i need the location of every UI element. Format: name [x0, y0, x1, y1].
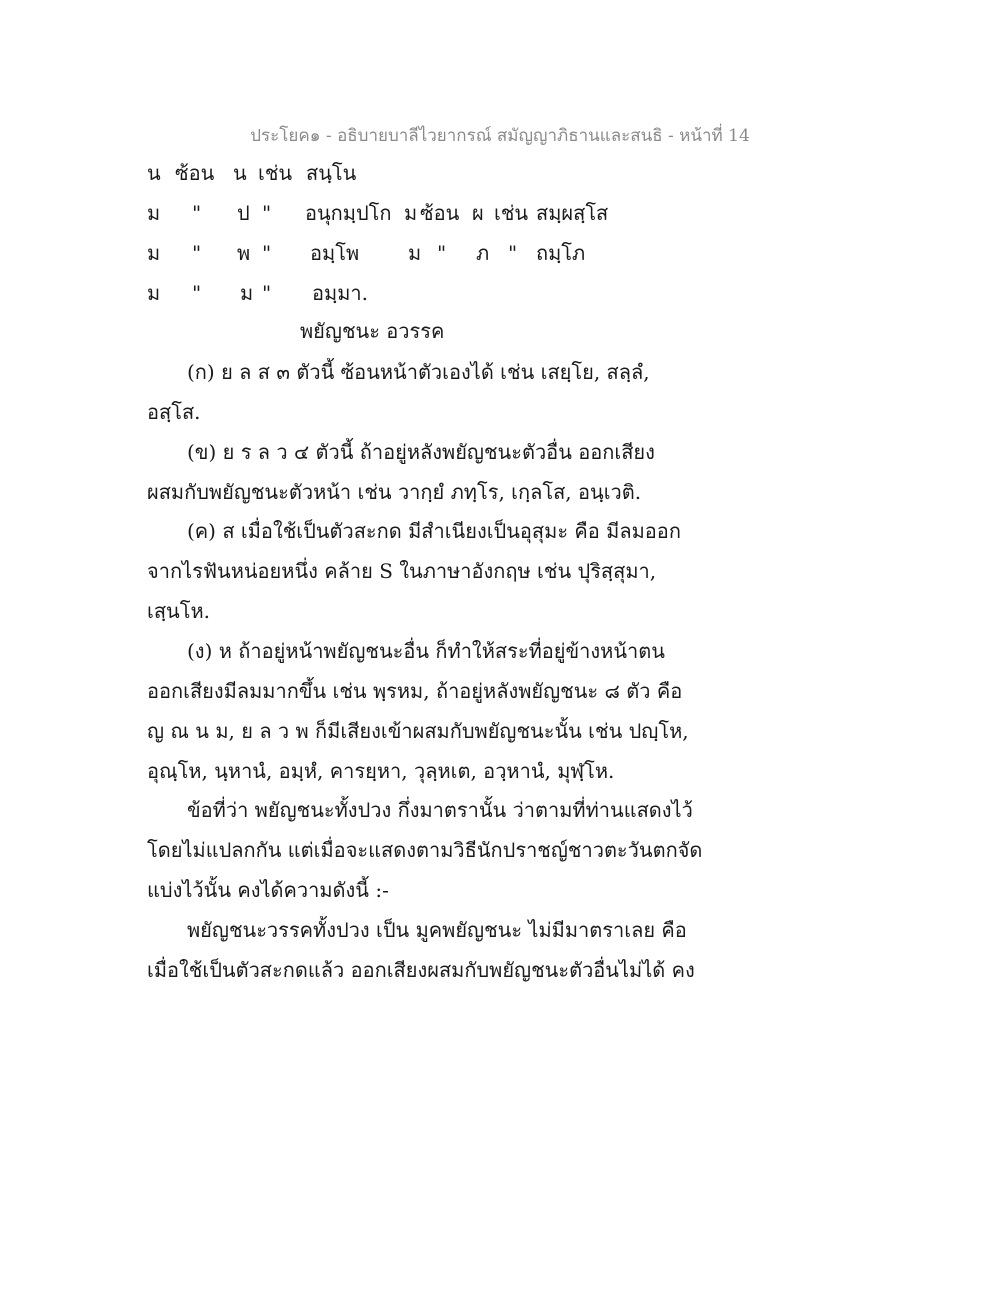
- table-cell: เช่น: [494, 201, 529, 225]
- section-subheading: พยัญชนะ อวรรค: [300, 319, 445, 343]
- table-cell: ": [192, 201, 202, 225]
- paragraph-line: โดยไม่แปลกกัน แต่เมื่อจะแสดงตามวิธีนักปราชญ์ชาวตะวันตกจัด: [147, 838, 703, 862]
- table-cell: อมฺมา.: [312, 281, 368, 305]
- paragraph-line: (ง) ห ถ้าอยู่หน้าพยัญชนะอื่น ก็ทำให้สระที่อยู่ข้างหน้าตน: [187, 639, 665, 663]
- table-cell: ซ้อน: [420, 201, 460, 225]
- paragraph-line: พยัญชนะวรรคทั้งปวง เป็น มูคพยัญชนะ ไม่มีมาตราเลย คือ: [187, 918, 687, 942]
- table-cell: ": [192, 281, 202, 305]
- table-cell: ม: [147, 201, 161, 225]
- table-cell: ": [262, 241, 272, 265]
- table-cell: ม: [147, 281, 161, 305]
- table-cell: อมฺโพ: [310, 241, 360, 265]
- table-cell: สนฺโน: [306, 161, 357, 185]
- paragraph-line: จากไรฟันหน่อยหนึ่ง คล้าย S ในภาษาอังกฤษ เช่น ปุริสฺสุมา,: [147, 559, 657, 583]
- paragraph-line: เมื่อใช้เป็นตัวสะกดแล้ว ออกเสียงผสมกับพยัญชนะตัวอื่นไม่ได้ คง: [147, 958, 695, 982]
- table-cell: ซ้อน: [175, 161, 215, 185]
- table-cell: น: [147, 161, 161, 185]
- paragraph-line: เสฺนโห.: [147, 599, 210, 623]
- table-cell: น: [233, 161, 247, 185]
- paragraph-line: อสฺโส.: [147, 400, 201, 424]
- paragraph-line: (ค) ส เมื่อใช้เป็นตัวสะกด มีสำเนียงเป็นอุสุมะ คือ มีลมออก: [187, 519, 681, 543]
- table-cell: ": [262, 201, 272, 225]
- page-header: ประโยค๑ - อธิบายบาลีไวยากรณ์ สมัญญาภิธานและสนธิ - หน้าที่ 14: [250, 126, 750, 146]
- table-cell: ": [262, 281, 272, 305]
- table-cell: สมฺผสฺโส: [536, 201, 609, 225]
- table-cell: ": [192, 241, 202, 265]
- paragraph-line: ข้อที่ว่า พยัญชนะทั้งปวง กึ่งมาตรานั้น ว่าตามที่ท่านแสดงไว้: [187, 798, 693, 822]
- table-cell: ม: [408, 241, 422, 265]
- table-cell: ภ: [476, 241, 490, 265]
- table-cell: ถมฺโภ: [536, 241, 586, 265]
- paragraph-line: ผสมกับพยัญชนะตัวหน้า เช่น วากฺยํ ภทฺโร, เกฺลโส, อนฺเวติ.: [147, 480, 642, 504]
- paragraph-line: (ก) ย ล ส ๓ ตัวนี้ ซ้อนหน้าตัวเองได้ เช่น เสยฺโย, สลฺลํ,: [187, 360, 650, 384]
- table-cell: ม: [240, 281, 254, 305]
- paragraph-line: (ข) ย ร ล ว ๔ ตัวนี้ ถ้าอยู่หลังพยัญชนะตัวอื่น ออกเสียง: [187, 440, 655, 464]
- table-cell: พ: [237, 241, 251, 265]
- table-cell: ป: [237, 201, 250, 225]
- table-cell: ": [437, 241, 447, 265]
- table-cell: ผ: [472, 201, 484, 225]
- table-cell: ": [508, 241, 518, 265]
- table-cell: อนุกมฺปโก: [305, 201, 392, 225]
- table-cell: เช่น: [258, 161, 293, 185]
- paragraph-line: อุณฺโห, นฺหานํ, อมฺหํ, คารยฺหา, วุลฺหเต, อวฺหานํ, มุฬฺโห.: [147, 759, 615, 783]
- table-cell: ม: [404, 201, 418, 225]
- table-cell: ม: [147, 241, 161, 265]
- paragraph-line: ออกเสียงมีลมมากขึ้น เช่น พฺรหม, ถ้าอยู่หลังพยัญชนะ ๘ ตัว คือ: [147, 679, 683, 703]
- paragraph-line: ญ ณ น ม, ย ล ว พ ก็มีเสียงเข้าผสมกับพยัญชนะนั้น เช่น ปญฺโห,: [147, 719, 689, 743]
- paragraph-line: แบ่งไว้นั้น คงได้ความดังนี้ :-: [147, 878, 389, 902]
